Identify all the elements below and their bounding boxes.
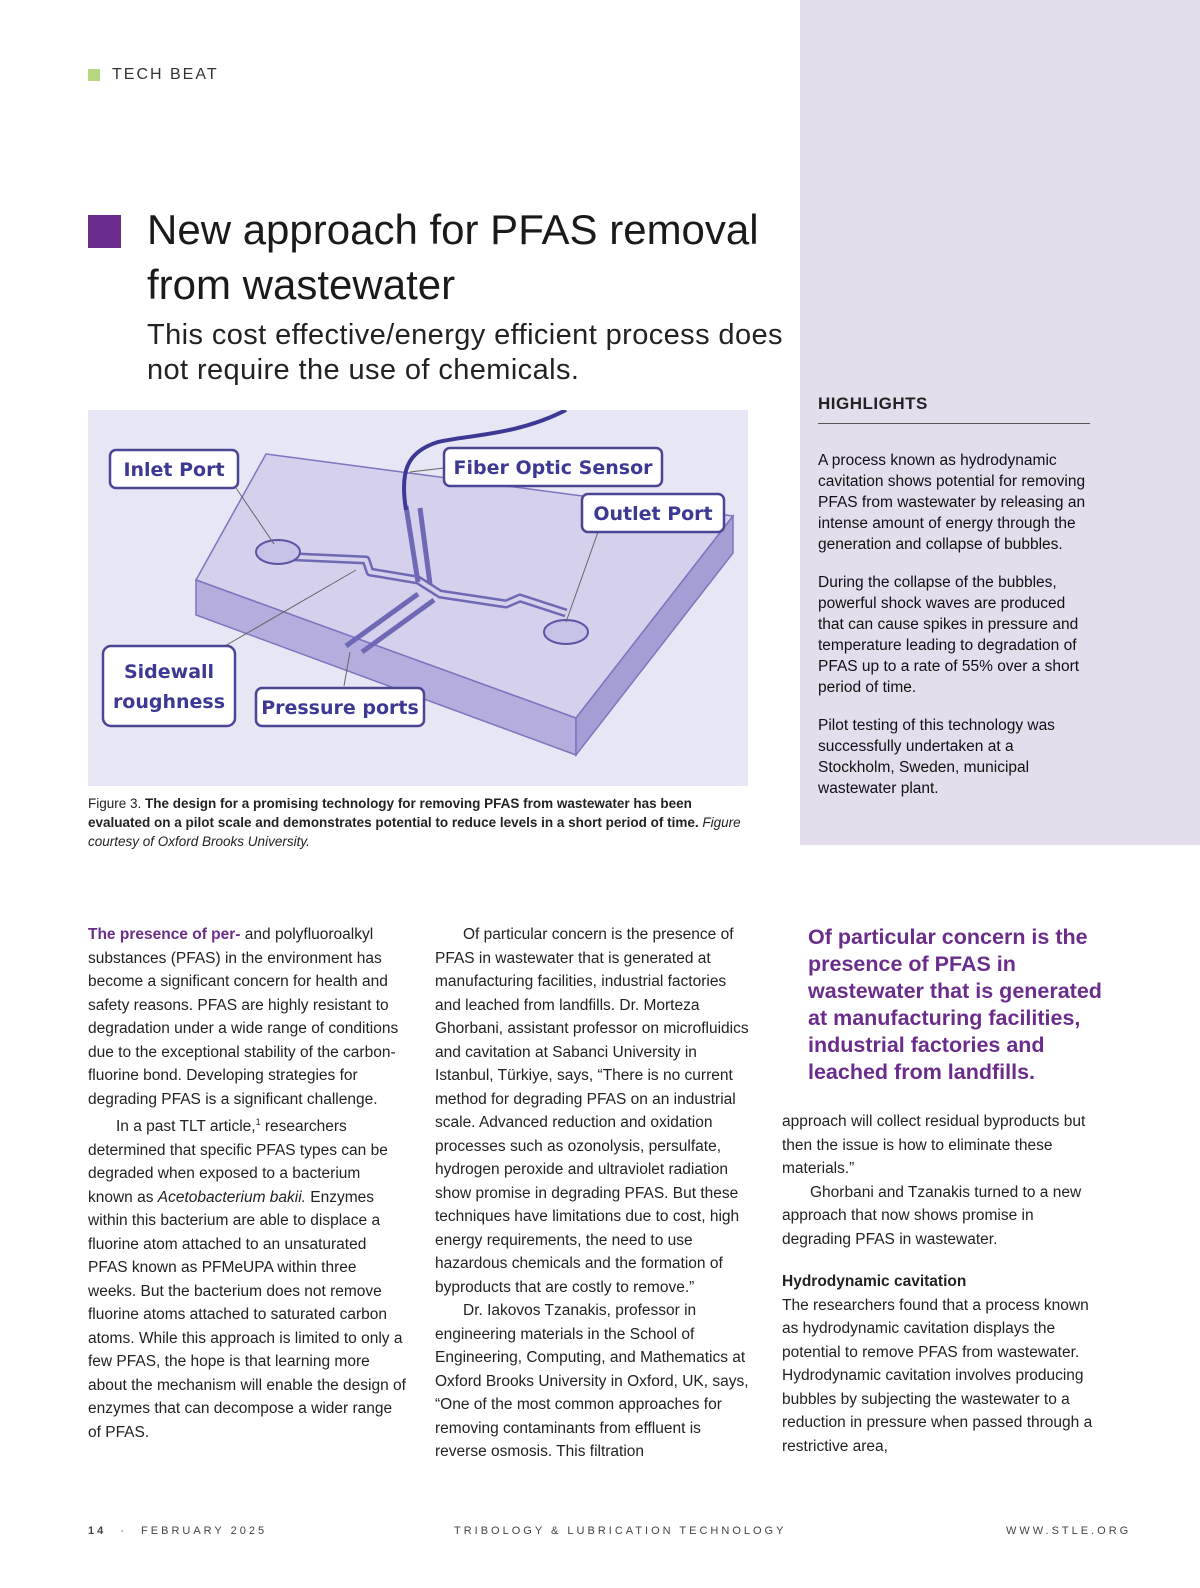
paragraph xyxy=(88,923,406,1111)
section-label: TECH BEAT xyxy=(112,66,219,83)
inlet-port-label: Inlet Port xyxy=(123,459,225,481)
paragraph: approach will collect residual byproducts but then the issue is how to eliminate these materials.” xyxy=(782,1113,1086,1177)
body-column-1 xyxy=(88,923,406,1444)
footnote-ref: 1 xyxy=(255,1117,261,1127)
website-link[interactable]: WWW.STLE.ORG xyxy=(1006,1525,1132,1537)
paragraph: Dr. Iakovos Tzanakis, professor in engineering materials in the School of Engineering, Computing, and Mathematics at Oxford Brooks University in Oxford, UK, says, “One of the most common approaches for removing contaminants from effluent is reverse osmosis. This filtration xyxy=(435,1302,749,1460)
inlet-port-icon xyxy=(256,540,300,564)
paragraph xyxy=(88,1111,406,1444)
section-marker-icon xyxy=(88,69,100,81)
caption-bold-text: The design for a promising technology for removing PFAS from wastewater has been evaluated on a pilot scale and demonstrates potential to reduce levels in a short period of time. xyxy=(88,796,699,830)
paragraph-text: Enzymes within this bacterium are able to displace a fluorine atom attached to an unsaturated PFAS known as PFMeUPA within three weeks. But the bacterium does not remove fluorine atoms attached to saturated carbon atoms. While this approach is limited to only a few PFAS, the hope is that learning more about the mechanism will enable the design of enzymes that can decompose a wider range of PFAS. xyxy=(88,1188,406,1441)
footer-separator: · xyxy=(120,1525,127,1537)
pull-quote: Of particular concern is the presence of PFAS in wastewater that is generated at manufacturing facilities, industrial factories and leached from landfills. xyxy=(808,925,1102,1084)
issue-date: FEBRUARY 2025 xyxy=(141,1525,268,1537)
subhead: Hydrodynamic cavitation xyxy=(782,1273,967,1290)
body-column-3 xyxy=(782,1110,1100,1458)
sidewall-label-line1: Sidewall xyxy=(123,661,215,683)
figure-caption xyxy=(88,794,748,851)
species-name: Acetobacterium bakii. xyxy=(157,1188,306,1206)
paragraph: The researchers found that a process known as hydrodynamic cavitation displays the potential to remove PFAS from wastewater. Hydrodynamic cavitation involves producing bubbles by subjecting the wastewater to a reduction in pressure when passed through a restrictive area, xyxy=(782,1296,1093,1455)
highlights-box xyxy=(818,394,1090,816)
highlight-item: Pilot testing of this technology was successfully undertaken at a Stockholm, Sweden, municipal wastewater plant. xyxy=(818,717,1055,797)
paragraph: Ghorbani and Tzanakis turned to a new approach that now shows promise in degrading PFAS in wastewater. xyxy=(782,1183,1082,1248)
article-subtitle: This cost effective/energy efficient process does not require the use of chemicals. xyxy=(147,319,783,386)
paragraph: Of particular concern is the presence of PFAS in wastewater that is generated at manufacturing facilities, industrial factories and leached from landfills. Dr. Morteza Ghorbani, assistant professor on microfluidics and cavitation at Sabanci University in Istanbul, Türkiye, says, “There is no current method for degrading PFAS on an industrial scale. Advanced reduction and oxidation processes such as ozonolysis, persulfate, hydrogen peroxide and ultraviolet radiation show promise in degrading PFAS. But these techniques have limitations due to cost, high energy requirements, the need to use hazardous chemicals and the formation of byproducts that are costly to remove.” xyxy=(435,926,749,1296)
figure-diagram xyxy=(88,410,748,786)
pressure-ports-label: Pressure ports xyxy=(261,697,419,719)
publication-name: TRIBOLOGY & LUBRICATION TECHNOLOGY xyxy=(454,1525,787,1537)
caption-label: Figure 3. xyxy=(88,796,142,811)
fiber-leader-line xyxy=(410,468,444,472)
footer-left xyxy=(88,1525,267,1537)
sidewall-label-box xyxy=(103,646,235,726)
caption-credit: Figure courtesy of Oxford Brooks University. xyxy=(88,815,741,849)
title-marker-icon xyxy=(88,215,121,248)
section-tag xyxy=(88,66,219,84)
paragraph-text: In a past TLT article, xyxy=(116,1118,256,1136)
lead-in: The presence of per- xyxy=(88,926,241,943)
paragraph-text: researchers determined that specific PFAS types can be degraded when exposed to a bacterium known as xyxy=(88,1118,388,1206)
outlet-port-label: Outlet Port xyxy=(593,503,713,525)
highlight-item: During the collapse of the bubbles, powerful shock waves are produced that can cause spikes in pressure and temperature leading to degradation of PFAS up to a rate of 55% over a short period of time. xyxy=(818,574,1080,696)
sidewall-label-line2: roughness xyxy=(112,691,226,713)
paragraph-text: and polyfluoroalkyl substances (PFAS) in the environment has become a significant concern for health and safety reasons. PFAS are highly resistant to degradation under a wide range of conditions due to the exceptional stability of the carbon-fluorine bond. Developing strategies for degrading PFAS is a significant challenge. xyxy=(88,926,399,1108)
highlight-item: A process known as hydrodynamic cavitation shows potential for removing PFAS from wastewater by releasing an intense amount of energy through the generation and collapse of bubbles. xyxy=(818,452,1086,553)
microfluidic-chip-diagram xyxy=(88,410,748,786)
outlet-port-icon xyxy=(544,620,588,644)
body-column-2 xyxy=(435,923,753,1464)
highlights-heading: HIGHLIGHTS xyxy=(818,394,1090,424)
fiber-optic-sensor-label: Fiber Optic Sensor xyxy=(453,457,653,479)
page-number: 14 xyxy=(88,1525,107,1537)
article-title: New approach for PFAS removal from wastewater xyxy=(147,206,759,308)
